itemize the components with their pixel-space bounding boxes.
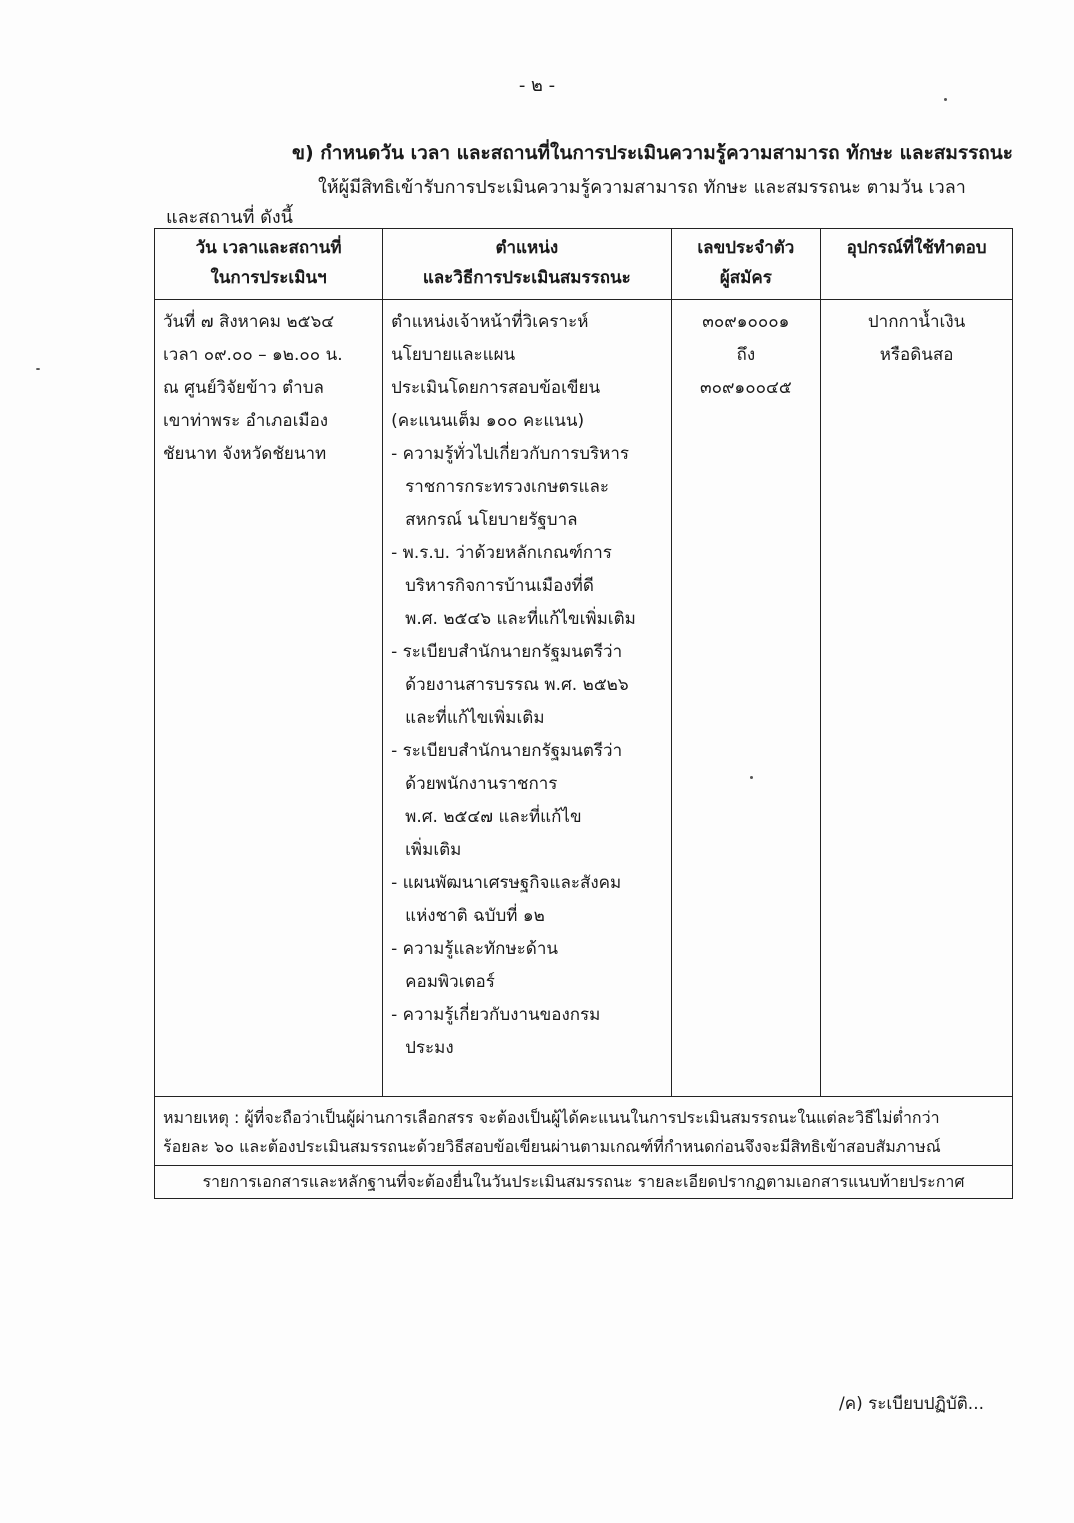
schedule-cell bbox=[155, 300, 383, 1097]
page-number: - ๒ - bbox=[518, 75, 556, 96]
schedule-line: ณ ศูนย์วิจัยข้าว ตำบล bbox=[163, 378, 324, 398]
topic-line: - ระเบียบสำนักนายกรัฐมนตรีว่า bbox=[391, 642, 623, 662]
topic-line: บริหารกิจการบ้านเมืองที่ดี bbox=[405, 576, 594, 596]
topic-line: ด้วยงานสารบรรณ พ.ศ. ๒๕๒๖ bbox=[405, 675, 629, 695]
topic-line: พ.ศ. ๒๕๔๗ และที่แก้ไข bbox=[405, 807, 582, 827]
header-date-time-place bbox=[155, 229, 383, 300]
table-header-row bbox=[155, 229, 1013, 300]
scan-speck bbox=[750, 776, 753, 779]
equipment-cell bbox=[821, 300, 1013, 1097]
schedule-line: วันที่ ๗ สิงหาคม ๒๕๖๔ bbox=[163, 312, 335, 332]
topic-line: ราชการกระทรวงเกษตรและ bbox=[405, 477, 610, 497]
documents-row bbox=[155, 1166, 1013, 1199]
topic-line: - พ.ร.บ. ว่าด้วยหลักเกณฑ์การ bbox=[391, 543, 612, 563]
topic-line: และที่แก้ไขเพิ่มเติม bbox=[405, 708, 545, 728]
applicant-number-cell bbox=[671, 300, 821, 1097]
header-text: ในการประเมินฯ bbox=[210, 268, 327, 288]
topic-line: - ความรู้เกี่ยวกับงานของกรม bbox=[391, 1005, 601, 1025]
assessment-schedule-table bbox=[154, 228, 1013, 1199]
applicant-number-line: ถึง bbox=[736, 345, 756, 365]
schedule-line: เวลา ๐๙.๐๐ – ๑๒.๐๐ น. bbox=[163, 345, 343, 365]
table-row bbox=[155, 300, 1013, 1097]
header-text: ตำแหน่ง bbox=[495, 238, 559, 258]
header-equipment bbox=[821, 229, 1013, 300]
note-line: หมายเหตุ : ผู้ที่จะถือว่าเป็นผู้ผ่านการเลือกสรร จะต้องเป็นผู้ได้คะแนนในการประเมินสมรรถนะในแต่ละวิธีไม่ต่ำกว่า bbox=[163, 1108, 940, 1127]
topic-line: พ.ศ. ๒๕๔๖ และที่แก้ไขเพิ่มเติม bbox=[405, 609, 636, 629]
topic-line: ประมง bbox=[405, 1038, 454, 1058]
topic-line: สหกรณ์ นโยบายรัฐบาล bbox=[405, 510, 578, 530]
applicant-number-line: ๓๐๙๑๐๐๔๕ bbox=[699, 378, 792, 398]
topic-line: ด้วยพนักงานราชการ bbox=[405, 774, 558, 794]
section-heading: ข) กำหนดวัน เวลา และสถานที่ในการประเมินความรู้ความสามารถ ทักษะ และสมรรถนะ bbox=[292, 142, 1013, 164]
position-method-cell bbox=[383, 300, 671, 1097]
schedule-line: เขาท่าพระ อำเภอเมือง bbox=[163, 411, 329, 431]
note-row bbox=[155, 1097, 1013, 1166]
header-text: วัน เวลาและสถานที่ bbox=[195, 238, 342, 258]
header-text: ผู้สมัคร bbox=[719, 268, 772, 288]
header-position-method bbox=[383, 229, 671, 300]
scan-speck bbox=[36, 368, 40, 370]
applicant-number-line: ๓๐๙๑๐๐๐๑ bbox=[702, 312, 790, 332]
scan-speck bbox=[944, 98, 947, 101]
topic-line: แห่งชาติ ฉบับที่ ๑๒ bbox=[405, 906, 545, 926]
note-line: ร้อยละ ๖๐ และต้องประเมินสมรรถนะด้วยวิธีสอบข้อเขียนผ่านตามเกณฑ์ที่กำหนดก่อนจึงจะมีสิทธิเข้าสอบสัมภาษณ์ bbox=[163, 1137, 941, 1156]
position-line: ตำแหน่งเจ้าหน้าที่วิเคราะห์ bbox=[391, 312, 589, 332]
header-text: เลขประจำตัว bbox=[697, 238, 795, 258]
documents-cell: รายการเอกสารและหลักฐานที่จะต้องยื่นในวันประเมินสมรรถนะ รายละเอียดปรากฏตามเอกสารแนบท้ายประกาศ bbox=[155, 1166, 1013, 1199]
schedule-line: ชัยนาท จังหวัดชัยนาท bbox=[163, 444, 327, 464]
position-line: ประเมินโดยการสอบข้อเขียน bbox=[391, 378, 601, 398]
header-applicant-number bbox=[671, 229, 821, 300]
intro-text-line-1: ให้ผู้มีสิทธิเข้ารับการประเมินความรู้ความสามารถ ทักษะ และสมรรถนะ ตามวัน เวลา bbox=[318, 177, 966, 198]
header-text: และวิธีการประเมินสมรรถนะ bbox=[422, 268, 631, 288]
topic-line: - แผนพัฒนาเศรษฐกิจและสังคม bbox=[391, 873, 622, 893]
position-line: นโยบายและแผน bbox=[391, 345, 516, 365]
equipment-line: หรือดินสอ bbox=[879, 345, 954, 365]
topic-line: เพิ่มเติม bbox=[405, 840, 462, 860]
topic-line: คอมพิวเตอร์ bbox=[405, 972, 495, 992]
position-line: (คะแนนเต็ม ๑๐๐ คะแนน) bbox=[391, 411, 585, 431]
next-page-continuation: /ค) ระเบียบปฏิบัติ... bbox=[839, 1394, 984, 1414]
header-text: อุปกรณ์ที่ใช้ทำตอบ bbox=[846, 238, 987, 258]
topic-line: - ความรู้ทั่วไปเกี่ยวกับการบริหาร bbox=[391, 444, 630, 464]
equipment-line: ปากกาน้ำเงิน bbox=[867, 312, 966, 332]
intro-text-line-2: และสถานที่ ดังนี้ bbox=[166, 207, 293, 228]
topic-line: - ระเบียบสำนักนายกรัฐมนตรีว่า bbox=[391, 741, 623, 761]
topic-line: - ความรู้และทักษะด้าน bbox=[391, 939, 558, 959]
note-cell bbox=[155, 1097, 1013, 1166]
